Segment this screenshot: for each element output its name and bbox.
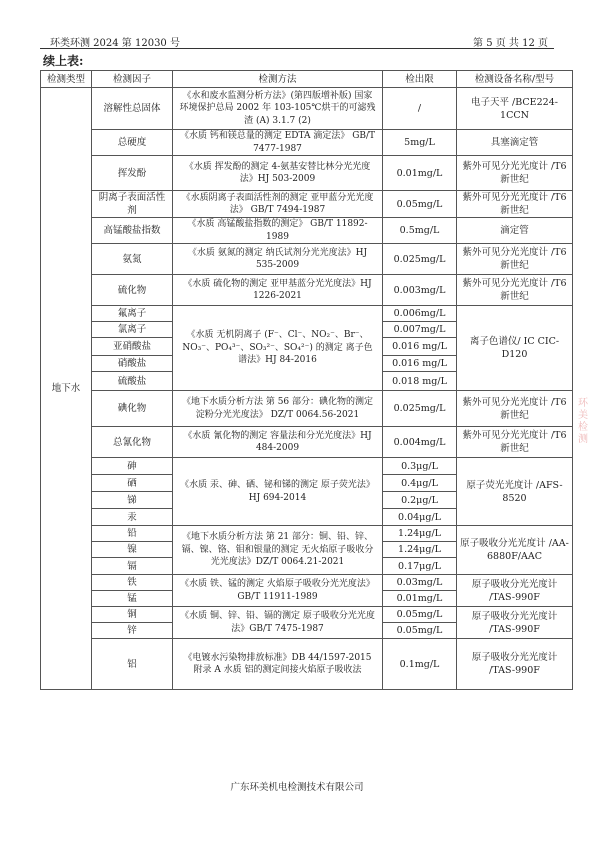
equipment-cell: 紫外可见分光光度计 /T6 新世纪 [457,391,573,427]
category-cell: 地下水 [41,88,92,690]
factor-cell: 铅 [92,526,173,542]
limit-cell: 0.5mg/L [383,218,457,244]
factor-cell: 硫化物 [92,275,173,306]
factor-cell: 碘化物 [92,391,173,427]
limit-cell: 0.007mg/L [383,322,457,338]
equipment-cell: 紫外可见分光光度计 /T6 新世纪 [457,427,573,458]
page-info: 第 5 页 共 12 页 [473,38,548,49]
equipment-cell: 具塞滴定管 [457,130,573,156]
method-cell: 《水质 汞、砷、硒、铋和锑的测定 原子荧光法》HJ 694-2014 [173,458,383,526]
table-body [41,88,573,690]
equipment-cell: 原子吸收分光光度计 /TAS-990F [457,607,573,639]
report-number: 环类环测 2024 第 12030 号 [50,38,180,49]
method-cell: 《水质 钙和镁总量的测定 EDTA 滴定法》 GB/T 7477-1987 [173,130,383,156]
factor-cell: 硝酸盐 [92,356,173,372]
limit-cell: 0.016 mg/L [383,356,457,372]
limit-cell: 0.04μg/L [383,509,457,526]
factor-cell: 铝 [92,639,173,690]
method-cell: 《水质 硫化物的测定 亚甲基蓝分光光度法》HJ 1226-2021 [173,275,383,306]
method-cell: 《水和废水监测分析方法》(第四版增补版) 国家环境保护总局 2002 年 103-105℃烘干的可滤残渣 (A) 3.1.7 (2) [173,88,383,130]
limit-cell: 0.018 mg/L [383,372,457,391]
limit-cell: 1.24μg/L [383,542,457,558]
limit-cell: 0.2μg/L [383,492,457,509]
column-header: 检出限 [383,71,457,88]
method-cell: 《水质 挥发酚的测定 4-氨基安替比林分光光度法》HJ 503-2009 [173,156,383,191]
table-row [41,607,573,623]
factor-cell: 阴离子表面活性剂 [92,191,173,218]
equipment-cell: 原子吸收分光光度计 /TAS-990F [457,575,573,607]
table-header-row [41,71,573,88]
table-row [41,458,573,475]
table-row [41,244,573,275]
limit-cell: 0.1mg/L [383,639,457,690]
footer-company: 广东环美机电检测技术有限公司 [230,782,364,793]
limit-cell: 0.006mg/L [383,306,457,322]
table-row [41,130,573,156]
factor-cell: 挥发酚 [92,156,173,191]
limit-cell: 0.05mg/L [383,191,457,218]
method-cell: 《水质 铁、锰的测定 火焰原子吸收分光光度法》GB/T 11911-1989 [173,575,383,607]
factor-cell: 铁 [92,575,173,591]
equipment-cell: 滴定管 [457,218,573,244]
limit-cell: 0.4μg/L [383,475,457,492]
factor-cell: 总氰化物 [92,427,173,458]
factor-cell: 氨氮 [92,244,173,275]
factor-cell: 溶解性总固体 [92,88,173,130]
limit-cell: 5mg/L [383,130,457,156]
limit-cell: 0.05mg/L [383,607,457,623]
method-cell: 《电镀水污染物排放标准》DB 44/1597-2015 附录 A 水质 铝的测定间接火焰原子吸收法 [173,639,383,690]
column-header: 检测设备名称/型号 [457,71,573,88]
limit-cell: 1.24μg/L [383,526,457,542]
factor-cell: 总硬度 [92,130,173,156]
factor-cell: 锰 [92,591,173,607]
method-cell: 《水质 氰化物的测定 容量法和分光光度法》HJ 484-2009 [173,427,383,458]
factor-cell: 镉 [92,558,173,575]
limit-cell: 0.3μg/L [383,458,457,475]
limit-cell: 0.17μg/L [383,558,457,575]
method-cell: 《水质阴离子表面活性剂的测定 亚甲蓝分光光度法》 GB/T 7494-1987 [173,191,383,218]
equipment-cell: 紫外可见分光光度计 /T6 新世纪 [457,275,573,306]
factor-cell: 硒 [92,475,173,492]
factor-cell: 镍 [92,542,173,558]
limit-cell: 0.025mg/L [383,391,457,427]
table-row [41,88,573,130]
table-row [41,427,573,458]
limit-cell: / [383,88,457,130]
column-header: 检测方法 [173,71,383,88]
table-row [41,639,573,690]
method-cell: 《水质 无机阴离子 (F⁻、Cl⁻、NO₂⁻、Br⁻、NO₃⁻、PO₄³⁻、SO₃²⁻、SO₄²⁻) 的测定 离子色谱法》HJ 84-2016 [173,306,383,391]
equipment-cell: 原子荧光光度计 /AFS-8520 [457,458,573,526]
equipment-cell: 紫外可见分光光度计 /T6 新世纪 [457,156,573,191]
method-cell: 《水质 高锰酸盐指数的测定》 GB/T 11892-1989 [173,218,383,244]
equipment-cell: 紫外可见分光光度计 /T6 新世纪 [457,191,573,218]
limit-cell: 0.004mg/L [383,427,457,458]
table-row [41,218,573,244]
factor-cell: 砷 [92,458,173,475]
factor-cell: 亚硝酸盐 [92,338,173,356]
equipment-cell: 离子色谱仪/ IC CIC-D120 [457,306,573,391]
continued-label: 续上表: [43,54,84,68]
limit-cell: 0.025mg/L [383,244,457,275]
table-row [41,526,573,542]
factor-cell: 锌 [92,623,173,639]
factor-cell: 高锰酸盐指数 [92,218,173,244]
limit-cell: 0.05mg/L [383,623,457,639]
method-table [40,70,573,690]
limit-cell: 0.016 mg/L [383,338,457,356]
header-rule [40,48,554,49]
factor-cell: 锑 [92,492,173,509]
method-cell: 《地下水质分析方法 第 56 部分：碘化物的测定淀粉分光光度法》 DZ/T 0064.56-2021 [173,391,383,427]
table-row [41,391,573,427]
table-row [41,275,573,306]
table-row [41,191,573,218]
table-row [41,575,573,591]
limit-cell: 0.01mg/L [383,591,457,607]
method-cell: 《水质 氨氮的测定 纳氏试剂分光光度法》HJ 535-2009 [173,244,383,275]
method-cell: 《水质 铜、锌、铅、镉的测定 原子吸收分光光度法》GB/T 7475-1987 [173,607,383,639]
factor-cell: 硫酸盐 [92,372,173,391]
limit-cell: 0.003mg/L [383,275,457,306]
table-row [41,156,573,191]
column-header: 检测类型 [41,71,92,88]
equipment-cell: 原子吸收分光光度计 /TAS-990F [457,639,573,690]
column-header: 检测因子 [92,71,173,88]
equipment-cell: 原子吸收分光光度计 /AA-6880F/AAC [457,526,573,575]
limit-cell: 0.01mg/L [383,156,457,191]
factor-cell: 汞 [92,509,173,526]
method-cell: 《地下水质分析方法 第 21 部分：铜、铅、锌、镉、镍、铬、钼和银量的测定 无火焰原子吸收分光光度法》DZ/T 0064.21-2021 [173,526,383,575]
seal-stamp: 环 美 检 测 [578,398,588,445]
limit-cell: 0.03mg/L [383,575,457,591]
factor-cell: 铜 [92,607,173,623]
factor-cell: 氯离子 [92,322,173,338]
table-row [41,306,573,322]
factor-cell: 氟离子 [92,306,173,322]
equipment-cell: 紫外可见分光光度计 /T6 新世纪 [457,244,573,275]
equipment-cell: 电子天平 /BCE224-1CCN [457,88,573,130]
